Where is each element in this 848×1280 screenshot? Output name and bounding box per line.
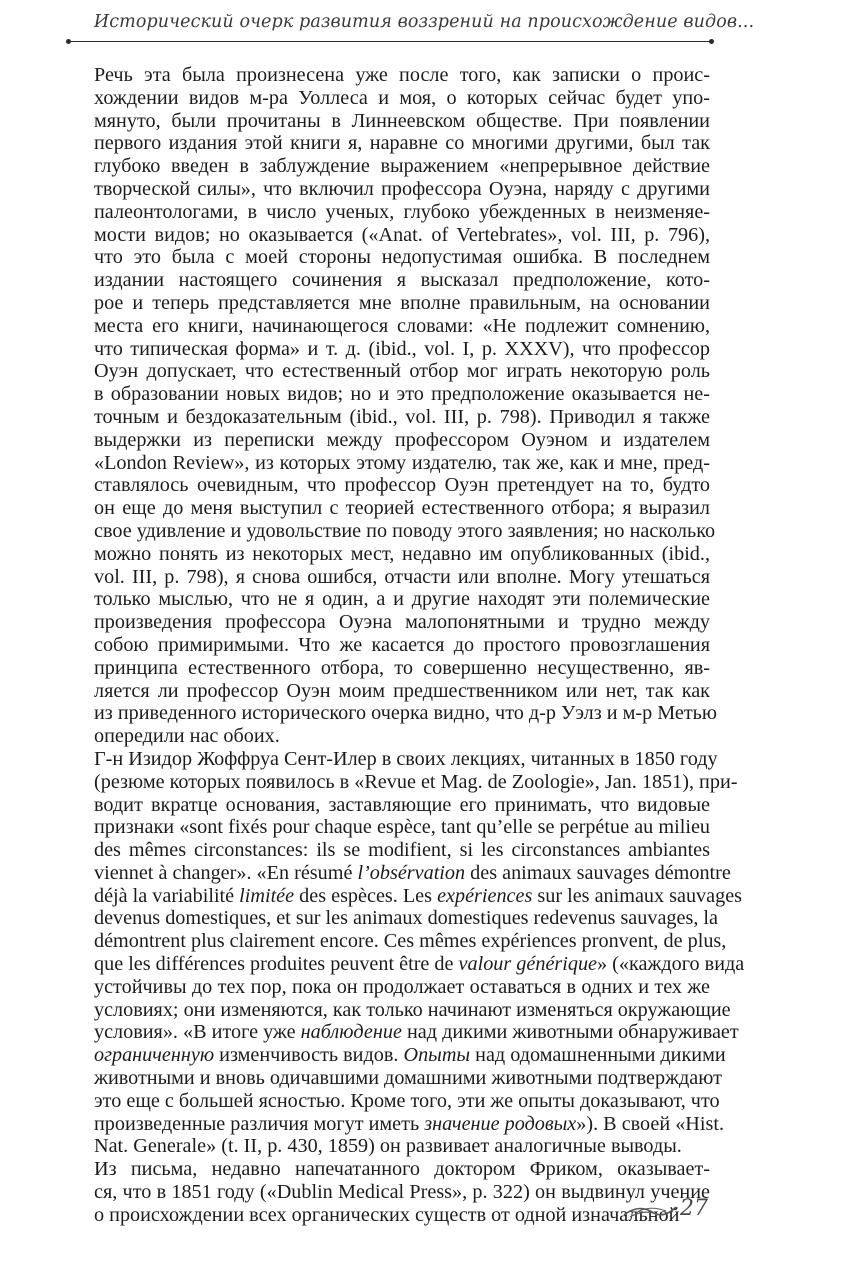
text-line (94, 1135, 710, 1158)
text-run: Nat. Generale» (t. II, p. 430, 1859) он развивает аналогичные выводы. (94, 1135, 682, 1158)
italic-text: limitée (239, 884, 295, 907)
text-line: в образовании новых видов; но и это предположение оказывается не- (94, 383, 710, 406)
paragraph-1 (94, 64, 717, 748)
text-line: можно понять из некоторых мест, недавно им опубликованных (ibid., (94, 542, 710, 565)
text-run: des animaux sauvages démontre (465, 861, 731, 884)
text-run: это еще с большей ясностью. Кроме того, эти же опыты доказывают, что (94, 1089, 720, 1112)
text-line (94, 747, 718, 771)
text-run: (резюме которых появилось в «Revue et Mag. de Zoologie», Jan. 1851), при- (94, 770, 738, 793)
text-line: vol. III, p. 798), я снова ошибся, отчасти или вполне. Могу утешаться (94, 565, 710, 588)
text-line: о происхождении всех органических существ от одной изначальной (94, 1203, 680, 1226)
text-line (94, 861, 731, 885)
text-line (94, 1112, 724, 1136)
italic-text: valour générique (458, 953, 598, 976)
text-line: Речь эта была произнесена уже после того, как записки о проис- (94, 64, 710, 86)
text-run: »). В своей «Hist. (576, 1112, 724, 1135)
text-line: точным и бездоказательным (ibid., vol. III, p. 798). Приводил я также (94, 405, 710, 428)
text-run: que les différences produites peuvent être de (94, 953, 459, 976)
text-line (94, 1089, 720, 1113)
text-line (94, 907, 718, 930)
text-line (94, 1067, 722, 1090)
text-line: места его книги, начинающегося словами: «Не подлежит сомнению, (94, 314, 710, 337)
text-line: глубоко введен в заблуждение выражением «непрерывное действие (94, 155, 710, 178)
text-line: произведения профессора Оуэна малопонятными и трудно между (94, 611, 710, 634)
text-run: произведенные различия могут иметь (94, 1112, 425, 1135)
text-line (94, 839, 710, 862)
text-line (94, 884, 743, 908)
text-run: изменчивость видов. (214, 1044, 404, 1067)
italic-text: expériences (437, 884, 533, 907)
text-line: выдержки из переписки между профессором Оуэном и издателем (94, 428, 710, 451)
text-line: свое удивление и удовольствие по поводу этого заявления; но насколько (94, 519, 716, 542)
italic-text: ограниченную (94, 1044, 215, 1067)
text-line (94, 1044, 726, 1067)
text-line: ляется ли профессор Оуэн моим предшественником или нет, так как (94, 679, 710, 702)
text-line (94, 998, 731, 1022)
text-line (94, 794, 710, 817)
text-run: над одомашненными дикими (470, 1044, 726, 1067)
text-line: ставлялось очевидным, что профессор Оуэн претендует на то, будто (94, 474, 710, 497)
italic-text: значение родовых (424, 1112, 577, 1135)
text-line: опередили нас обоих. (94, 725, 280, 748)
paragraph-3 (94, 1158, 710, 1226)
paragraph-2 (94, 747, 745, 1158)
text-line: палеонтологами, в число ученых, глубоко убежденных в неизменяе- (94, 200, 710, 223)
text-line (94, 770, 738, 794)
text-run: устойчивы до тех пор, пока он продолжает оставаться в одних и тех же (94, 975, 710, 998)
text-run: des espèces. Les (294, 884, 438, 907)
text-line: мости видов; но оказывается («Anat. of Vertebrates», vol. III, p. 796), (94, 223, 710, 246)
text-line: первого издания этой книги я, наравне со многими другими, был так (94, 132, 710, 155)
text-line: он еще до меня выступил с теорией естественного отбора; я выразил (94, 497, 710, 520)
text-line: собою примиримыми. Что же касается до простого провозглашения (94, 633, 710, 656)
text-run: условия». «В итоге уже (94, 1021, 301, 1044)
text-run: viennet à changer». «En résumé (94, 861, 358, 884)
text-run: над дикими животными обнаруживает (401, 1021, 739, 1044)
text-line: что типическая форма» и т. д. (ibid., vol. I, p. XXXV), что профессор (94, 337, 710, 360)
text-line: хождении видов м-ра Уоллеса и моя, о которых сейчас будет упо- (94, 86, 710, 109)
text-line: издании настоящего сочинения я высказал предположение, кото- (94, 269, 710, 292)
text-line: что это была с моей стороны недопустимая ошибка. В последнем (94, 246, 710, 269)
text-line: Из письма, недавно напечатанного доктором Фриком, оказывает- (94, 1158, 710, 1181)
text-run: животными и вновь одичавшими домашними животными подтверждают (94, 1067, 722, 1090)
text-run: признаки «sont fixés pour chaque espèce, tant qu’elle se perpétue au milieu (94, 816, 710, 839)
text-run: déjà la variabilité (94, 884, 240, 907)
italic-text: l’obsérvation (357, 861, 466, 884)
page-number: 27 (680, 1196, 708, 1221)
text-run: условиях; они изменяются, как только начинают изменяться окружающие (94, 998, 731, 1021)
text-line: только мыслью, что не я один, а и другие находят эти полемические (94, 588, 710, 611)
running-header: Исторический очерк развития воззрений на происхождение видов... (93, 12, 755, 32)
text-line: творческой силы», что включил профессора Оуэна, наряду с другими (94, 177, 710, 200)
text-line: ся, что в 1851 году («Dublin Medical Press», p. 322) он выдвинул учение (94, 1181, 710, 1204)
text-run: водит вкратце основания, заставляющие его принимать, что видовые (94, 793, 710, 816)
text-run: des mêmes circonstances: ils se modifient, si les circonstances ambiantes (94, 839, 710, 862)
text-run: devenus domestiques, et sur les animaux domestiques redevenus sauvages, la (94, 907, 718, 930)
text-line: рое и теперь представляется мне вполне правильным, на основании (94, 291, 710, 314)
italic-text: Опыты (403, 1044, 471, 1067)
text-run: » («каждого вида (597, 953, 745, 976)
text-run: démontrent plus clairement encore. Ces mêmes expériences pronvent, de plus, (94, 930, 727, 953)
body-text (94, 64, 745, 1227)
swash-ornament-icon (622, 1203, 678, 1219)
text-line: мянуто, были прочитаны в Линнеевском обществе. При появлении (94, 109, 710, 132)
text-line (94, 1021, 739, 1044)
text-run: Г-н Изидор Жоффруа Сент-Илер в своих лекциях, читанных в 1850 году (94, 747, 718, 770)
text-line (94, 930, 727, 953)
text-line: из приведенного исторического очерка видно, что д-р Уэлз и м-р Метью (94, 702, 717, 725)
text-line: Оуэн допускает, что естественный отбор мог играть некоторую роль (94, 360, 710, 383)
text-line: «London Review», из которых этому издателю, так же, как и мне, пред- (94, 451, 710, 474)
text-run: sur les animaux sauvages (532, 884, 743, 907)
text-line: принципа естественного отбора, то совершенно несущественно, яв- (94, 656, 710, 679)
text-line (94, 816, 710, 839)
header-rule (70, 41, 710, 42)
text-line (94, 976, 710, 999)
italic-text: наблюдение (300, 1021, 402, 1044)
text-line (94, 953, 745, 976)
